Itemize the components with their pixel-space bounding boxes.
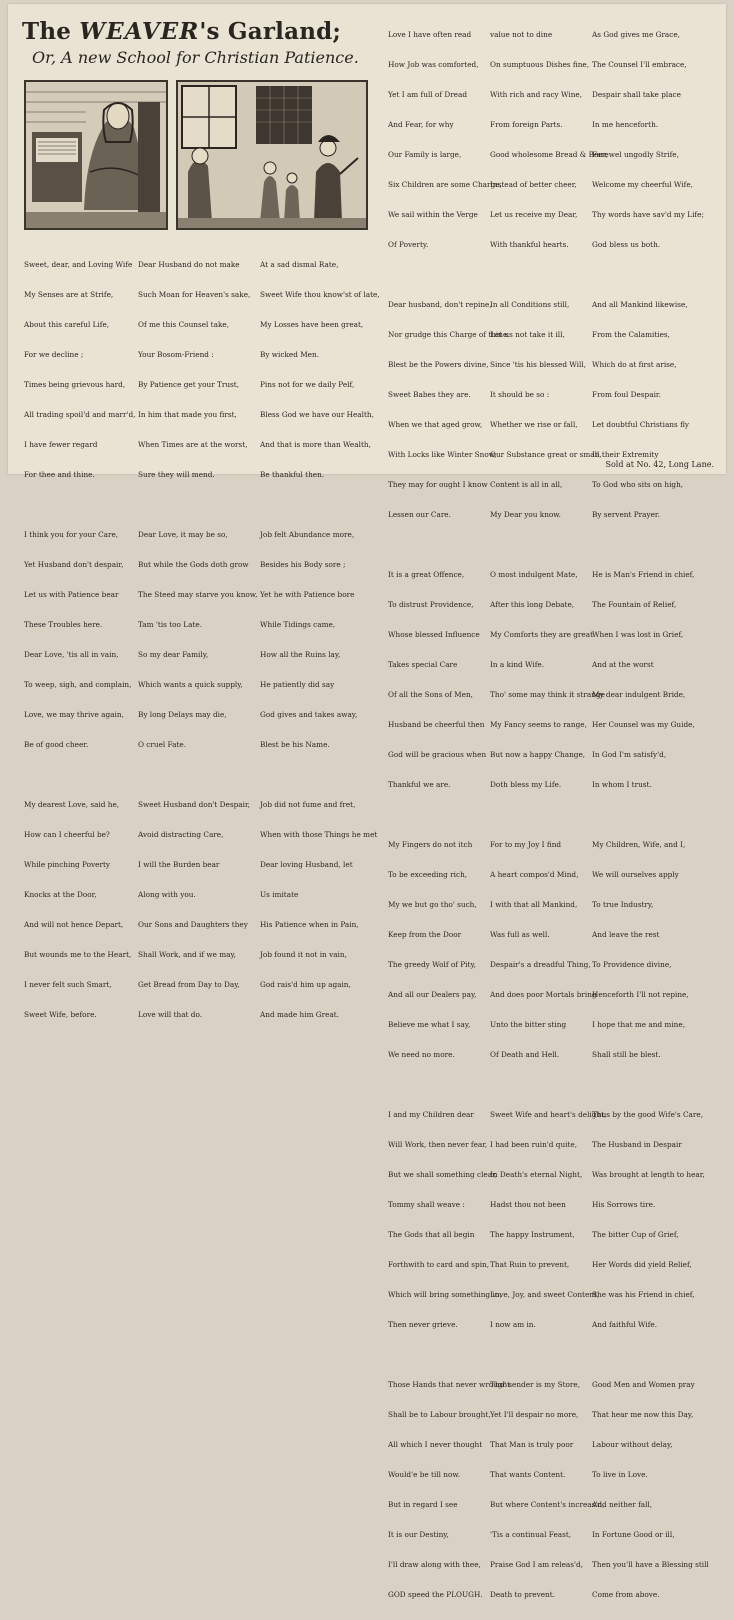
verse-line [138,770,262,780]
verse-line: And faithful Wife. [592,1320,658,1329]
verse-line: By Patience get your Trust, [138,380,240,389]
verse-line: He patiently did say [260,680,335,689]
verse-line: Yet I'll despair no more, [490,1410,579,1419]
verse-line: Bless God we have our Health, [260,410,374,419]
title-prefix: The [22,18,80,45]
verse-line: The Husband in Despair [592,1140,682,1149]
verse-line: By servent Prayer. [592,510,660,519]
verse-line: In God I'm satisfy'd, [592,750,667,759]
verse-line: Doth bless my Life. [490,780,562,789]
verse-line: The Gods that all begin [388,1230,475,1239]
verse-line: To live in Love. [592,1470,648,1479]
verse-line: We need no more. [388,1050,455,1059]
verse-line: My Fingers do not itch [388,840,473,849]
verse-line: Praise God I am releas'd, [490,1560,584,1569]
verse-line: Six Children are some Charge, [388,180,502,189]
verse-line: Which will bring something in, [388,1290,502,1299]
verse-line: Then you'll have a Blessing still [592,1560,709,1569]
verse-line: Love I have often read [388,30,472,39]
verse-line: Husband be cheerful then [388,720,485,729]
verse-line: Besides his Body sore ; [260,560,346,569]
verse-line: My dear indulgent Bride, [592,690,686,699]
verse-line: Which do at first arise, [592,360,677,369]
verse-line: Her Words did yield Relief, [592,1260,692,1269]
verse-line: Whose blessed Influence [388,630,480,639]
verse-line: Sweet, dear, and Loving Wife [24,260,133,269]
verse-line: Yet he with Patience bore [260,590,355,599]
verse-line: My we but go tho' such, [388,900,477,909]
verse-line: Her Counsel was my Guide, [592,720,695,729]
verse-line: That wants Content. [490,1470,566,1479]
verse-line: My Comforts they are great [490,630,594,639]
verse-line: And all Mankind likewise, [592,300,688,309]
verse-line: Love, we may thrive again, [24,710,124,719]
verse-line: I think you for your Care, [24,530,119,539]
verse-line: Of all the Sons of Men, [388,690,473,699]
verse-line: Nor grudge this Charge of thine. [388,330,510,339]
verse-line: To true Industry, [592,900,654,909]
verse-line: About this careful Life, [24,320,110,329]
verse-line: Despair shall take place [592,90,681,99]
verse-line: These Troubles here. [24,620,103,629]
verse-line: Welcome my cheerful Wife, [592,180,693,189]
verse-line: And Fear, for why [388,120,454,129]
verse-line: The Counsel I'll embrace, [592,60,687,69]
verse-line: Pins not for we daily Pelf, [260,380,355,389]
verse-line: To weep, sigh, and complain, [24,680,132,689]
verse-line: My Losses have been great, [260,320,364,329]
verse-line: Thus by the good Wife's Care, [592,1110,704,1119]
verse-line: Get Bread from Day to Day, [138,980,240,989]
verse-line: That hear me now this Day, [592,1410,694,1419]
verse-line: Our Substance great or small, [490,450,602,459]
verse-line: Then never grieve. [388,1320,458,1329]
verse-line: How can I cheerful be? [24,830,110,839]
verse-line: So my dear Family, [138,650,209,659]
verse-line [260,500,388,510]
verse-line: I had been ruin'd quite, [490,1140,578,1149]
verse-line: A heart compos'd Mind, [490,870,579,879]
verse-line: When we that aged grow, [388,420,483,429]
verse-line: I now am in. [490,1320,536,1329]
verse-line: Sweet Husband don't Despair, [138,800,250,809]
verse-line: Keep from the Door [388,930,462,939]
verse-line: Forthwith to card and spin, [388,1260,490,1269]
verse-line [592,1350,720,1360]
verse-line: I with that all Mankind, [490,900,578,909]
verse-line: But in regard I see [388,1500,458,1509]
verse-line: Sure they will mend. [138,470,215,479]
verse-line: Sweet Wife, before. [24,1010,97,1019]
verse-line: Such Moan for Heaven's sake, [138,290,251,299]
verse-line: Us imitate [260,890,299,899]
verse-line: Death to prevent. [490,1590,555,1599]
verse-line: My Dear you know. [490,510,561,519]
verse-line: The greedy Wolf of Pity, [388,960,476,969]
family-scene-woodcut [176,80,368,230]
verse-line: While pinching Poverty [24,860,111,869]
verse-line [592,270,720,280]
verse-line: Yet I am full of Dread [388,90,468,99]
verse-line: Good wholesome Bread & Beer, [490,150,608,159]
verse-line: In whom I trust. [592,780,652,789]
verse-column-3 [260,240,388,1040]
verse-line: Along with you. [138,890,196,899]
verse-line: Thy words have sav'd my Life; [592,210,704,219]
verse-line: When with those Things he met [260,830,378,839]
verse-column-6 [592,10,720,1620]
verse-line: It is our Destiny, [388,1530,449,1539]
verse-line: Takes special Care [388,660,458,669]
verse-line: Tho' sender is my Store, [490,1380,581,1389]
verse-line: And neither fall, [592,1500,653,1509]
verse-line: Job found it not in vain, [260,950,347,959]
verse-line: The bitter Cup of Grief, [592,1230,679,1239]
verse-line: All trading spoil'd and marr'd, [24,410,136,419]
verse-line: Sweet Babes they are. [388,390,471,399]
verse-line: Was full as well. [490,930,550,939]
verse-line: Good Men and Women pray [592,1380,695,1389]
verse-line: The happy Instrument, [490,1230,575,1239]
broadside-sheet [8,4,726,1599]
verse-line: And will not hence Depart, [24,920,124,929]
verse-line: Your Bosom-Friend : [138,350,214,359]
verse-line: Let us not take it ill, [490,330,565,339]
verse-line [24,770,148,780]
verse-line: I have fewer regard [24,440,98,449]
verse-line: Hadst thou not been [490,1200,566,1209]
verse-line: We will ourselves apply [592,870,679,879]
verse-line: The Fountain of Relief, [592,600,677,609]
verse-line: While Tidings came, [260,620,336,629]
verse-line: In Fortune Good or ill, [592,1530,675,1539]
verse-line: It should be so : [490,390,550,399]
verse-line: That Ruin to prevent, [490,1260,570,1269]
verse-line: Unto the bitter sting [490,1020,567,1029]
verse-line: By wicked Men. [260,350,320,359]
verse-line [592,810,720,820]
verse-line: From foreign Parts. [490,120,563,129]
verse-line: I never felt such Smart, [24,980,112,989]
verse-line: Tommy shall weave : [388,1200,465,1209]
verse-line: To Providence divine, [592,960,672,969]
verse-line: How Job was comforted, [388,60,479,69]
verse-line: In Death's eternal Night, [490,1170,583,1179]
verse-line: We sail within the Verge [388,210,478,219]
verse-line: But now a happy Change, [490,750,586,759]
verse-line: But where Content's increas'd, [490,1500,605,1509]
verse-line: Henceforth I'll not repine, [592,990,689,999]
ballad-subtitle: Or, A new School for Christian Patience. [32,48,359,67]
verse-line: value not to dine [490,30,553,39]
verse-line: And all our Dealers pay, [388,990,477,999]
verse-line: As God gives me Grace, [592,30,681,39]
verse-line [138,500,262,510]
verse-line: Those Hands that never wrought [388,1380,511,1389]
verse-column-2 [138,240,262,1040]
verse-line: From the Calamities, [592,330,670,339]
verse-line: With Locks like Winter Snow, [388,450,497,459]
verse-line: To distrust Providence, [388,600,474,609]
verse-line: O most indulgent Mate, [490,570,578,579]
verse-line: And does poor Mortals bring [490,990,597,999]
verse-line: Let us with Patience bear [24,590,119,599]
verse-line [592,1080,720,1090]
verse-line: Content is all in all, [490,480,563,489]
seated-woman-woodcut [24,80,168,230]
verse-line: Let doubtful Christians fly [592,420,690,429]
ballad-title [22,18,392,45]
verse-line: Of Death and Hell. [490,1050,560,1059]
verse-line: For thee and thine. [24,470,95,479]
verse-line: After this long Debate, [490,600,575,609]
verse-line: Of me this Counsel take, [138,320,230,329]
verse-line: Tam 'tis too Late. [138,620,203,629]
verse-line: Farewel ungodly Strife, [592,150,679,159]
verse-line: His Sorrows tire. [592,1200,656,1209]
verse-line: In him that made you first, [138,410,237,419]
title-name: WEAVER [79,18,200,45]
verse-line: Whether we rise or fall, [490,420,578,429]
verse-line: And that is more than Wealth, [260,440,371,449]
verse-line: My dearest Love, said he, [24,800,120,809]
verse-line: It is a great Offence, [388,570,465,579]
verse-line: Shall still be blest. [592,1050,661,1059]
verse-line: With rich and racy Wine, [490,90,583,99]
verse-line: And made him Great. [260,1010,340,1019]
verse-line: At a sad dismal Rate, [260,260,339,269]
verse-line: Dear Husband do not make [138,260,240,269]
verse-line: Sweet Wife thou know'st of late, [260,290,380,299]
verse-line: Tho' some may think it strange [490,690,605,699]
verse-line: Dear loving Husband, let [260,860,353,869]
verse-line: In a kind Wife. [490,660,545,669]
verse-line: God gives and takes away, [260,710,358,719]
verse-line: How all the Ruins lay, [260,650,341,659]
verse-line: Which wants a quick supply, [138,680,243,689]
verse-line: And at the worst [592,660,654,669]
verse-line: I and my Children dear [388,1110,474,1119]
verse-line: Would'e be till now. [388,1470,461,1479]
verse-line: Shall be to Labour brought, [388,1410,491,1419]
verse-line: Knocks at the Door, [24,890,97,899]
verse-line: Dear Love, it may be so, [138,530,228,539]
verse-line: GOD speed the PLOUGH. [388,1590,483,1599]
verse-line: His Patience when in Pain, [260,920,359,929]
verse-line: Will Work, then never fear, [388,1140,488,1149]
verse-line: I'll draw along with thee, [388,1560,481,1569]
verse-line: When Times are at the worst, [138,440,248,449]
verse-line: That Man is truly poor [490,1440,574,1449]
verse-line: Shall Work, and if we may, [138,950,237,959]
verse-line: Our Sons and Daughters they [138,920,248,929]
verse-line: Let us receive my Dear, [490,210,578,219]
verse-line: O cruel Fate. [138,740,187,749]
verse-line: Was brought at length to hear, [592,1170,705,1179]
imprint-footer: Sold at No. 42, Long Lane. [605,460,714,469]
verse-line: My Children, Wife, and I, [592,840,686,849]
verse-line: My Senses are at Strife, [24,290,114,299]
verse-line: I hope that me and mine, [592,1020,686,1029]
verse-line: I will the Burden bear [138,860,220,869]
verse-line: For we decline ; [24,350,84,359]
verse-line: Love will that do. [138,1010,203,1019]
verse-line: Blest be the Powers divine, [388,360,489,369]
verse-line: Dear husband, don't repine, [388,300,492,309]
verse-line: In their Extremity [592,450,659,459]
verse-line: Since 'tis his blessed Will, [490,360,587,369]
verse-line: By long Delays may die, [138,710,227,719]
verse-line: 'Tis a continual Feast, [490,1530,572,1539]
verse-line: God bless us both. [592,240,661,249]
verse-line: Be thankful then. [260,470,325,479]
verse-line: Thankful we are. [388,780,451,789]
verse-line: Blest be his Name. [260,740,330,749]
verse-line [260,770,388,780]
verse-line: For to my Joy I find [490,840,562,849]
verse-column-1 [24,240,148,1040]
verse-line: But while the Gods doth grow [138,560,249,569]
verse-line: When I was lost in Grief, [592,630,684,639]
verse-line: In me henceforth. [592,120,659,129]
verse-line [592,540,720,550]
verse-line: Dear Love, 'tis all in vain, [24,650,119,659]
verse-line: With thankful hearts. [490,240,569,249]
verse-line: Job did not fume and fret, [260,800,356,809]
verse-line: Yet Husband don't despair, [24,560,124,569]
verse-line: Come from above. [592,1590,660,1599]
verse-line: God rais'd him up again, [260,980,351,989]
verse-line: All which I never thought [388,1440,483,1449]
verse-line: In all Conditions still, [490,300,570,309]
verse-line: Labour without delay, [592,1440,673,1449]
verse-line: Despair's a dreadful Thing, [490,960,591,969]
verse-line: Avoid distracting Care, [138,830,224,839]
verse-line: Job felt Abundance more, [260,530,355,539]
title-suffix: 's Garland; [199,18,342,45]
verse-line: Our Family is large, [388,150,462,159]
verse-line: And leave the rest [592,930,660,939]
verse-line: Be of good cheer. [24,740,89,749]
verse-line: To God who sits on high, [592,480,684,489]
verse-line: Sweet Wife and heart's delight, [490,1110,607,1119]
verse-line: The Steed may starve you know, [138,590,258,599]
verse-line: But we shall something clear, [388,1170,498,1179]
verse-line: Times being grievous hard, [24,380,126,389]
verse-line: My Fancy seems to range, [490,720,587,729]
verse-line: Instead of better cheer, [490,180,577,189]
verse-line: Lessen our Care. [388,510,451,519]
verse-line: God will be gracious when [388,750,487,759]
verse-line: To be exceeding rich, [388,870,468,879]
verse-line: On sumptuous Dishes fine, [490,60,590,69]
verse-line: Love, Joy, and sweet Content, [490,1290,600,1299]
verse-line: But wounds me to the Heart, [24,950,132,959]
verse-line: From foul Despair. [592,390,661,399]
verse-line [24,500,148,510]
verse-line: He is Man's Friend in chief, [592,570,695,579]
verse-line: Of Poverty. [388,240,429,249]
verse-line: They may for ought I know [388,480,488,489]
verse-line: She was his Friend in chief, [592,1290,695,1299]
verse-line: Believe me what I say, [388,1020,471,1029]
